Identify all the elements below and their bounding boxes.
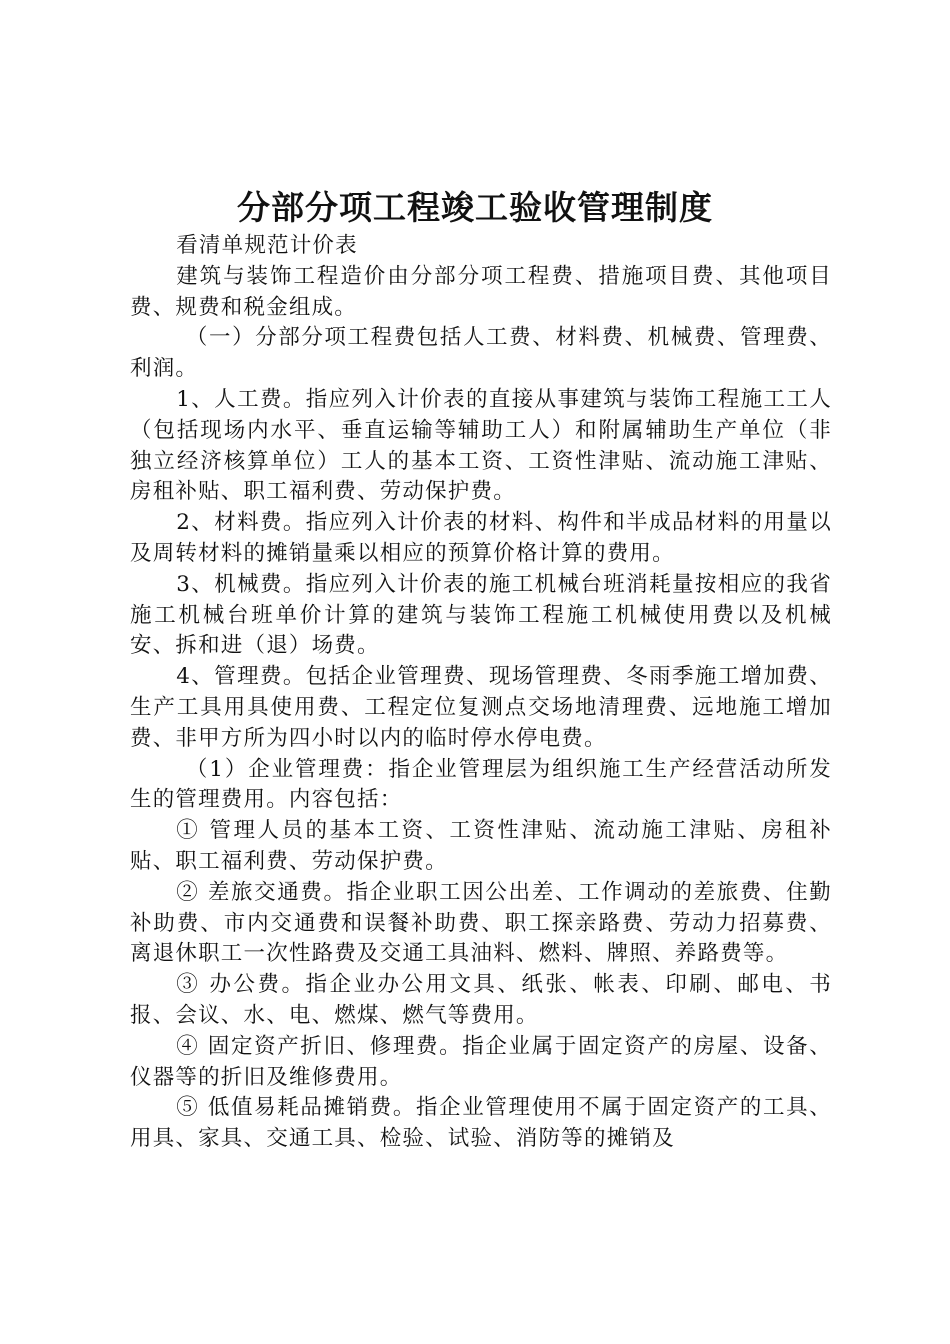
paragraph-machine-cost: 3、机械费。指应列入计价表的施工机械台班消耗量按相应的我省施工机械台班单价计算的建筑与装饰工程施工机械使用费以及机械安、拆和进（退）场费。 [130, 571, 832, 659]
document-body [130, 231, 832, 1155]
paragraph-item-4: ④ 固定资产折旧、修理费。指企业属于固定资产的房屋、设备、仪器等的折旧及维修费用。 [130, 1033, 832, 1090]
paragraph-section-1: （一）分部分项工程费包括人工费、材料费、机械费、管理费、利润。 [130, 325, 832, 382]
document-title: 分部分项工程竣工验收管理制度 [237, 188, 713, 227]
paragraph-management-cost: 4、管理费。包括企业管理费、现场管理费、冬雨季施工增加费、生产工具用具使用费、工程定位复测点交场地清理费、远地施工增加费、非甲方所为四小时以内的临时停水停电费。 [130, 664, 832, 751]
paragraph-item-2: ② 差旅交通费。指企业职工因公出差、工作调动的差旅费、住勤补助费、市内交通费和误餐补助费、职工探亲路费、劳动力招募费、离退休职工一次性路费及交通工具油料、燃料、牌照、养路费等。 [130, 879, 832, 967]
paragraph-material-cost: 2、材料费。指应列入计价表的材料、构件和半成品材料的用量以及周转材料的摊销量乘以相应的预算价格计算的费用。 [130, 510, 832, 566]
paragraph-item-1: ① 管理人员的基本工资、工资性津贴、流动施工津贴、房租补贴、职工福利费、劳动保护费。 [130, 818, 832, 874]
paragraph-intro: 建筑与装饰工程造价由分部分项工程费、措施项目费、其他项目费、规费和税金组成。 [130, 263, 832, 320]
paragraph-item-5: ⑤ 低值易耗品摊销费。指企业管理使用不属于固定资产的工具、用具、家具、交通工具、检验、试验、消防等的摊销及 [130, 1095, 832, 1152]
paragraph-subtitle: 看清单规范计价表 [176, 233, 358, 258]
paragraph-enterprise-management: （1）企业管理费：指企业管理层为组织施工生产经营活动所发生的管理费用。内容包括： [130, 756, 832, 813]
paragraph-labor-cost: 1、人工费。指应列入计价表的直接从事建筑与装饰工程施工工人（包括现场内水平、垂直运输等辅助工人）和附属辅助生产单位（非独立经济核算单位）工人的基本工资、工资性津贴、流动施工津贴、房租补贴、职工福利费、劳动保护费。 [130, 386, 832, 505]
paragraph-item-3: ③ 办公费。指企业办公用文具、纸张、帐表、印刷、邮电、书报、会议、水、电、燃煤、燃气等费用。 [130, 972, 832, 1028]
